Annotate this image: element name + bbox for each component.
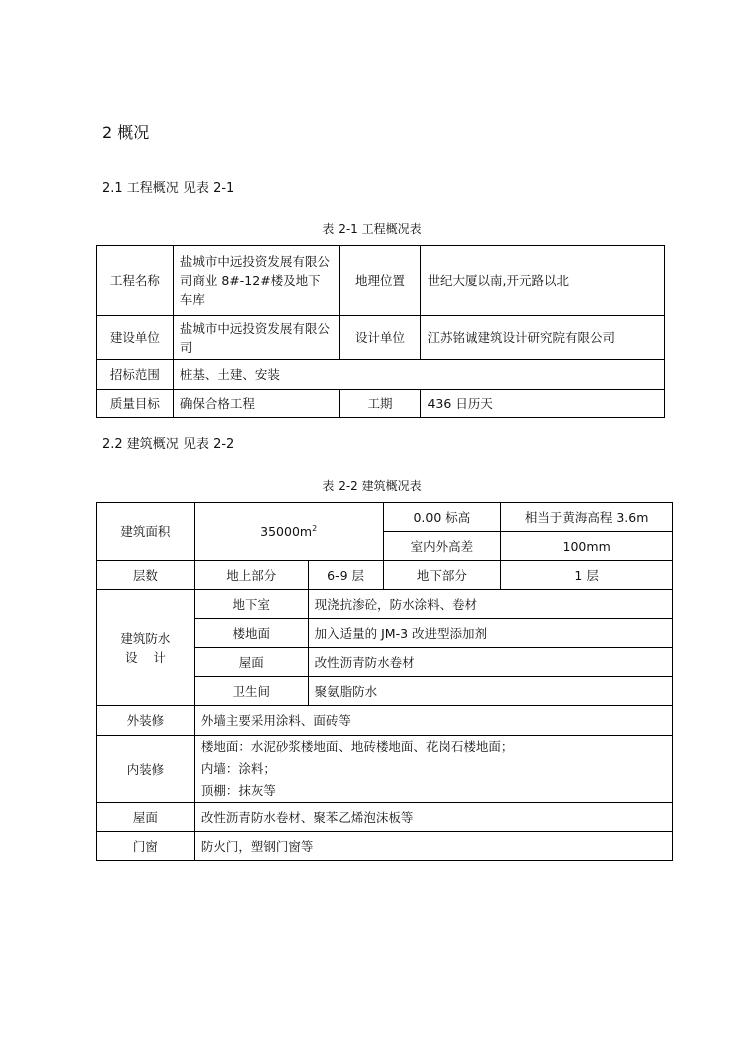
exterior-label: 外装修 (97, 706, 195, 736)
above-ground-value: 6-9 层 (308, 561, 383, 590)
designer-label: 设计单位 (339, 316, 421, 360)
roof-value: 改性沥青防水卷材、聚苯乙烯泡沫板等 (194, 803, 672, 832)
area-label: 建筑面积 (97, 503, 195, 561)
door-window-label: 门窗 (97, 832, 195, 861)
height-diff-value: 100mm (501, 532, 673, 561)
scope-label: 招标范围 (97, 360, 174, 390)
project-name-label: 工程名称 (97, 246, 174, 316)
subsection-title-2-2: 2.2 建筑概况 见表 2-2 (102, 437, 235, 452)
wp-item-value: 加入适量的 JM-3 改进型添加剂 (308, 619, 672, 648)
interior-label: 内装修 (97, 736, 195, 803)
wp-item-label: 楼地面 (194, 619, 308, 648)
wp-item-value: 现浇抗渗砼，防水涂料、卷材 (308, 590, 672, 619)
wp-item-value: 改性沥青防水卷材 (308, 648, 672, 677)
elevation-value: 相当于黄海高程 3.6m (501, 503, 673, 532)
table-caption-2-1: 表 2-1 工程概况表 (322, 222, 422, 236)
builder-label: 建设单位 (97, 316, 174, 360)
interior-line: 楼地面：水泥砂浆楼地面、地砖楼地面、花岗石楼地面； (200, 739, 514, 754)
project-overview-table (96, 245, 665, 418)
duration-label: 工期 (339, 390, 421, 418)
project-name-value: 盐城市中远投资发展有限公司商业 8#-12#楼及地下车库 (173, 246, 339, 316)
floors-label: 层数 (97, 561, 195, 590)
interior-line: 内墙：涂料； (200, 761, 276, 776)
area-value: $35000m^2$ (194, 503, 383, 561)
location-label: 地理位置 (339, 246, 421, 316)
section-heading: 2 概况 (102, 123, 150, 142)
subsection-title-2-1: 2.1 工程概况 见表 2-1 (102, 181, 235, 196)
quality-label: 质量目标 (97, 390, 174, 418)
location-value: 世纪大厦以南,开元路以北 (421, 246, 665, 316)
quality-value: 确保合格工程 (173, 390, 339, 418)
elevation-label: 0.00 标高 (383, 503, 501, 532)
wp-item-label: 卫生间 (194, 677, 308, 706)
interior-value (194, 736, 672, 803)
below-ground-label: 地下部分 (383, 561, 501, 590)
waterproof-label (97, 590, 195, 706)
designer-value: 江苏铭诚建筑设计研究院有限公司 (421, 316, 665, 360)
waterproof-label-line1: 建筑防水 (120, 630, 171, 646)
roof-label: 屋面 (97, 803, 195, 832)
height-diff-label: 室内外高差 (383, 532, 501, 561)
builder-value: 盐城市中远投资发展有限公司 (173, 316, 339, 360)
table-caption-2-2: 表 2-2 建筑概况表 (322, 479, 422, 493)
duration-value: 436 日历天 (421, 390, 665, 418)
wp-item-label: 地下室 (194, 590, 308, 619)
scope-value: 桩基、土建、安装 (173, 360, 664, 390)
exterior-value: 外墙主要采用涂料、面砖等 (194, 706, 672, 736)
above-ground-label: 地上部分 (194, 561, 308, 590)
wp-item-value: 聚氨脂防水 (308, 677, 672, 706)
below-ground-value: 1 层 (501, 561, 673, 590)
building-overview-table (96, 502, 673, 861)
door-window-value: 防火门，塑钢门窗等 (194, 832, 672, 861)
interior-line: 顶棚：抹灰等 (200, 783, 276, 798)
waterproof-label-line2: 设 计 (124, 649, 166, 665)
wp-item-label: 屋面 (194, 648, 308, 677)
